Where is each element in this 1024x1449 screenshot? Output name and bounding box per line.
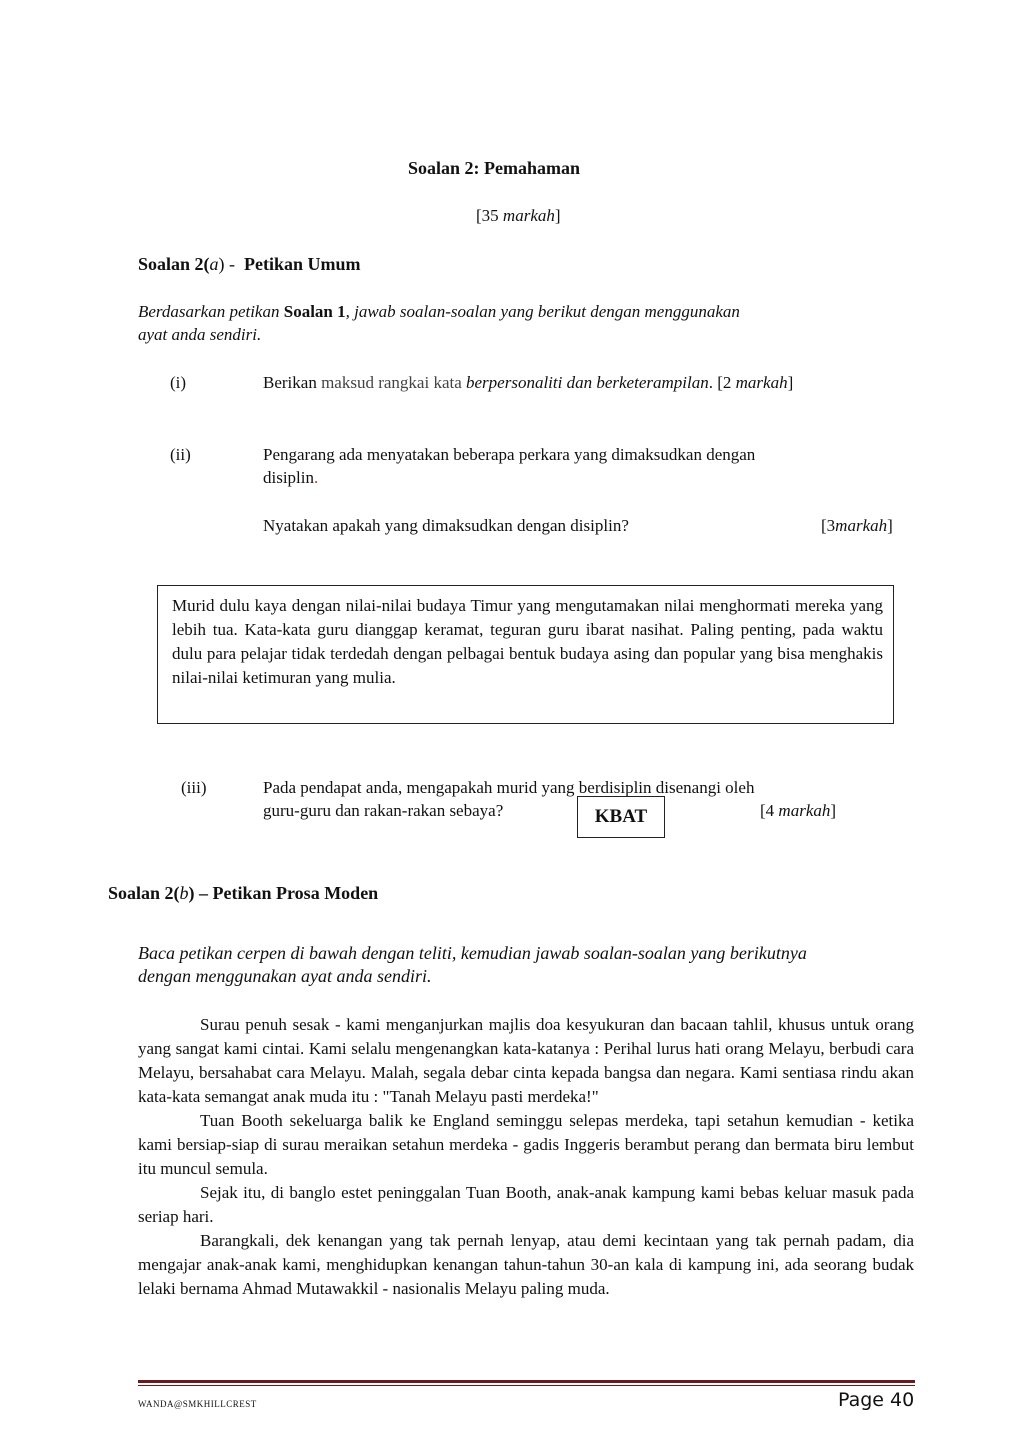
section-a-title: Soalan 2(a) - Petikan Umum xyxy=(138,254,361,274)
question-3-number: (iii) xyxy=(181,778,207,797)
footer-rule-thin xyxy=(138,1385,915,1386)
total-marks-close: ] xyxy=(554,206,561,225)
instruction-bold: Soalan 1 xyxy=(283,302,346,321)
question-2-marks xyxy=(821,516,893,536)
q1-text-4: . [2 xyxy=(708,373,736,392)
instruction-part-1: Berdasarkan petikan xyxy=(138,302,284,321)
q2-marks-word: markah xyxy=(835,516,888,535)
prose-paragraph-2: Tuan Booth sekeluarga balik ke England seminggu selepas merdeka, tapi setahun kemudian - ketika kami bersiap-siap di surau meraikan setahun merdeka - gadis Inggeris berambut perang dan bermata biru lembut itu muncul semula. xyxy=(138,1111,914,1178)
section-b-instruction-line1: Baca petikan cerpen di bawah dengan teliti, kemudian jawab soalan-soalan yang berikutnya xyxy=(138,943,807,963)
page-title xyxy=(408,158,580,179)
page-title-text: Soalan 2: Pemahaman xyxy=(408,158,581,178)
question-2-line1: Pengarang ada menyatakan beberapa perkara yang dimaksudkan dengan xyxy=(263,445,756,464)
section-a-title-letter: a xyxy=(209,254,219,274)
question-2-line3: Nyatakan apakah yang dimaksudkan dengan disiplin? xyxy=(263,516,629,535)
question-3-line1: Pada pendapat anda, mengapakah murid yang berdisiplin disenangi oleh xyxy=(263,778,755,797)
question-2-number: (ii) xyxy=(170,445,191,464)
excerpt-text: Murid dulu kaya dengan nilai-nilai budaya Timur yang mengutamakan nilai menghormati mereka yang lebih tua. Kata-kata guru dianggap keramat, teguran guru ibarat nasihat. Paling penting, pada waktu dulu para pelajar tidak terdedah dengan pelbagai bentuk budaya asing dan popular yang bisa menghakis nilai-nilai ketimuran yang mulia. xyxy=(172,596,883,687)
question-1-number: (i) xyxy=(170,373,187,392)
total-marks xyxy=(476,206,561,226)
section-a-instruction xyxy=(138,302,740,322)
footer-author: WANDA@SMKHILLCREST xyxy=(138,1399,257,1409)
section-b-title-letter: b xyxy=(179,883,189,903)
q3-marks-open: [4 xyxy=(760,801,779,820)
total-marks-word: markah xyxy=(502,206,555,225)
prose-passage xyxy=(138,1013,914,1301)
total-marks-open: [35 xyxy=(476,206,503,225)
section-a-title-pre: Soalan 2( xyxy=(138,254,210,274)
section-b-title-post: ) – Petikan Prosa Moden xyxy=(188,883,379,903)
q1-term: berpersonaliti dan berketerampilan xyxy=(466,373,709,392)
prose-paragraph-3: Sejak itu, di banglo estet peninggalan Tuan Booth, anak-anak kampung kami bebas keluar masuk pada seriap hari. xyxy=(138,1183,914,1226)
q2-word-disiplin: disiplin xyxy=(263,468,315,487)
q2-red-dot: . xyxy=(314,468,319,487)
section-a-instruction-line2: ayat anda sendiri. xyxy=(138,325,262,344)
q1-text-2: maksud rangkai kata xyxy=(321,373,467,392)
q1-text-5: ] xyxy=(787,373,794,392)
prose-paragraph-1: Surau penuh sesak - kami menganjurkan majlis doa kesyukuran dan bacaan tahlil, khusus untuk orang yang sangat kami cintai. Kami selalu mengenangkan kata-katanya : Perihal lurus hati orang Melayu, berbudi cara Melayu, bersahabat cara Melayu. Malah, segala debar cinta kepada bangsa dan negara. Kami sentiasa rindu akan kata-kata semangat anak muda itu : "Tanah Melayu pasti merdeka!" xyxy=(138,1015,914,1106)
excerpt-box xyxy=(157,585,894,724)
q2-marks-open: [3 xyxy=(821,516,836,535)
q1-marks-word: markah xyxy=(735,373,788,392)
q1-text-1: Berikan xyxy=(263,373,322,392)
kbat-badge: KBAT xyxy=(577,796,665,838)
question-3-marks xyxy=(760,801,836,821)
footer-rule-thick xyxy=(138,1380,915,1383)
section-b-title-pre: Soalan 2( xyxy=(108,883,180,903)
q2-marks-close: ] xyxy=(887,516,893,535)
question-3-line2: guru-guru dan rakan-rakan sebaya? xyxy=(263,801,504,820)
section-b-instruction-line2: dengan menggunakan ayat anda sendiri. xyxy=(138,966,432,986)
q3-marks-word: markah xyxy=(778,801,831,820)
section-b-title xyxy=(108,883,378,904)
page-number: Page 40 xyxy=(838,1389,915,1411)
q3-marks-close: ] xyxy=(830,801,837,820)
prose-paragraph-4: Barangkali, dek kenangan yang tak pernah lenyap, atau demi kecintaan yang tak pernah padam, dia mengajar anak-anak kami, menghidupkan kenangan tahun-tahun 30-an kala di kampung ini, ada seorang budak lelaki bernama Ahmad Mutawakkil - nasionalis Melayu paling muda. xyxy=(138,1231,914,1298)
question-1-text xyxy=(263,373,793,393)
instruction-part-2: , jawab soalan-soalan yang berikut dengan menggunakan xyxy=(345,302,740,321)
question-2-line2 xyxy=(263,468,318,488)
